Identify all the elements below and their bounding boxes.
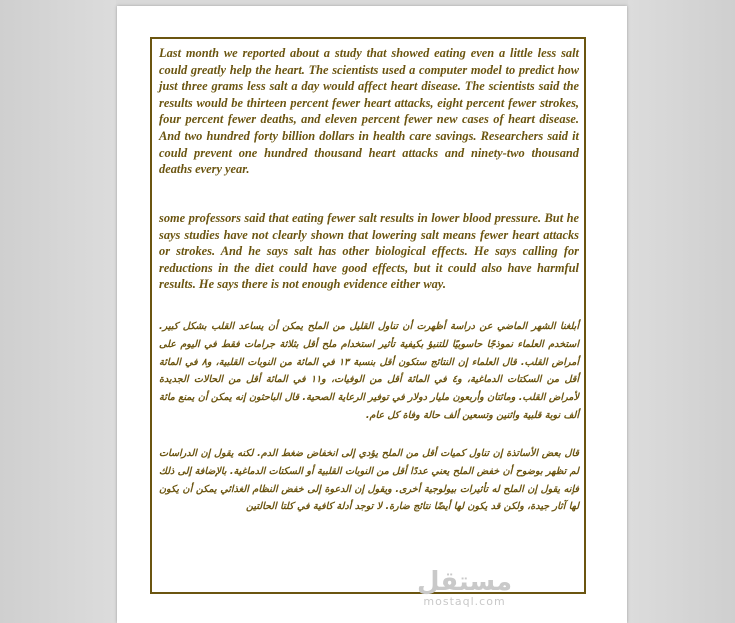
viewer-right-margin [628,0,735,623]
watermark-site: mostaql.com [423,595,506,608]
arabic-paragraph-1: أبلغنا الشهر الماضي عن دراسة أظهرت أن تناول القليل من الملح يمكن أن يساعد القلب بشكل كبير. استخدم العلماء نموذجًا حاسوبيًا للتنبؤ بكيفية تأثير استخدام ملح أقل بثلاثة جرامات فقط في اليوم على أمراض القلب. قال العلماء إن النتائج ستكون أقل بنسبة ١٣ في المائة من النوبات القلبية، و٨ في المائة أقل من السكتات الدماغية، و٤ في المائة أقل من الوفيات، و١١ في المائة أقل من الحالات الجديدة لأمراض القلب. ومائتان وأربعون مليار دولار في توفير الرعاية الصحية. قال الباحثون إنه يمكن أن يمنع مائة ألف نوبة قلبية واثنين وتسعين ألف حالة وفاة كل عام. [159,321,580,421]
viewer-left-margin [0,0,116,623]
english-paragraph-2: some professors said that eating fewer salt results in lower blood pressure. But he says studies have not clearly shown that lowering salt means fewer heart attacks or strokes. And he says salt has other biological effects. He says calling for reductions in the diet could have good effects, but it could also have harmful results. He says there is not enough evidence either way. [159,211,579,292]
arabic-paragraph-2: قال بعض الأساتذة إن تناول كميات أقل من الملح يؤدي إلى انخفاض ضغط الدم. لكنه يقول إن الدراسات لم تظهر بوضوح أن خفض الملح يعني عددًا أقل من النوبات القلبية أو السكتات الدماغية. بالإضافة إلى ذلك فإنه يقول إن الملح له تأثيرات بيولوجية أخرى. ويقول إن الدعوة إلى خفض النظام الغذائي يمكن أن يكون لها آثار جيدة، ولكن قد يكون لها أيضًا نتائج ضارة. لا توجد أدلة كافية في كلتا الحالتين [159,448,579,513]
document-page [117,6,627,623]
watermark-logo: مستقل [417,567,513,597]
english-paragraph-1: Last month we reported about a study that showed eating even a little less salt could greatly help the heart. The scientists used a computer model to predict how just three grams less salt a day would affect heart disease. The scientists said the results would be thirteen percent fewer heart attacks, eight percent fewer strokes, four percent fewer deaths, and eleven percent fewer new cases of heart disease. And two hundred forty billion dollars in health care savings. Researchers said it could prevent one hundred thousand heart attacks and ninety-two thousand deaths every year. [159,46,579,177]
page-border-frame [150,37,586,597]
